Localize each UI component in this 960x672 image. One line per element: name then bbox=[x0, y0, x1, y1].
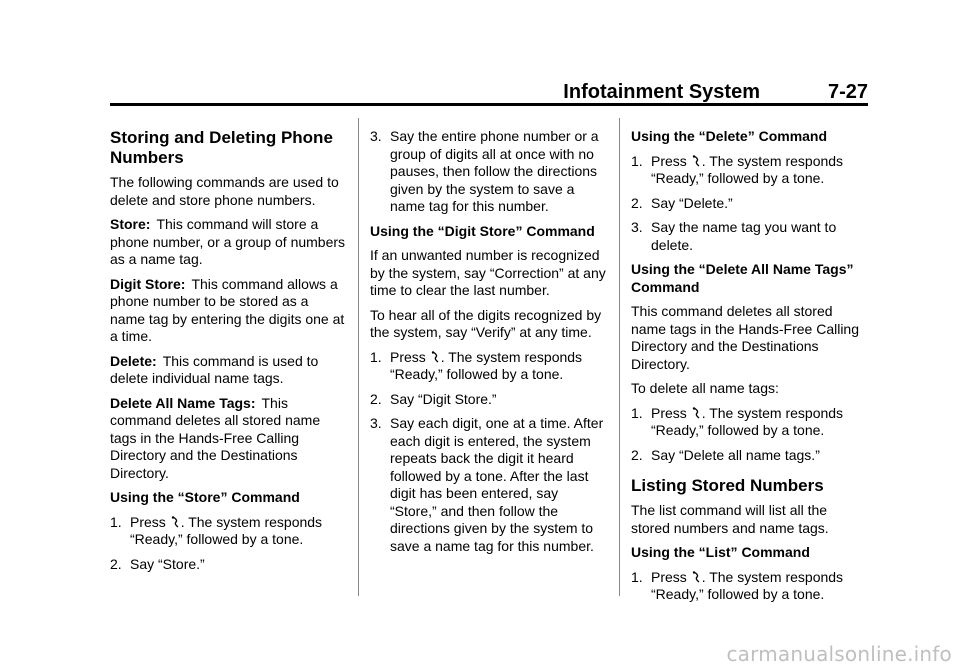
step-text bbox=[390, 349, 608, 384]
definition-delete-all bbox=[110, 395, 346, 483]
step-text bbox=[651, 569, 868, 604]
push-to-talk-icon bbox=[692, 407, 701, 419]
column-1 bbox=[110, 118, 346, 580]
step-text: Say “Store.” bbox=[130, 555, 205, 572]
intro-paragraph: The following commands are used to delete and store phone numbers. bbox=[110, 174, 339, 208]
subheading-delete-all: Using the “Delete All Name Tags” Command bbox=[631, 261, 854, 295]
paragraph: To delete all name tags: bbox=[631, 380, 779, 396]
step-number: 3. bbox=[631, 219, 643, 235]
step-number: 2. bbox=[631, 446, 643, 463]
definition-store bbox=[110, 216, 346, 269]
column-divider bbox=[619, 118, 620, 596]
header-rule bbox=[110, 103, 868, 106]
step-text-pre: Press bbox=[390, 348, 426, 365]
section-heading: Listing Stored Numbers bbox=[631, 476, 824, 495]
step-text: Say “Delete all name tags.” bbox=[651, 446, 820, 463]
step-text-post: . The system responds “Ready,” followed by a tone. bbox=[651, 568, 844, 602]
paragraph: The list command will list all the stored numbers and name tags. bbox=[631, 502, 829, 536]
push-to-talk-icon bbox=[692, 571, 701, 583]
step-text: Say “Delete.” bbox=[651, 194, 733, 211]
definition-text: This command will store a phone number, or a group of numbers as a name tag. bbox=[110, 216, 346, 267]
step-number: 2. bbox=[110, 555, 122, 572]
step bbox=[370, 128, 608, 216]
watermark: carmanualsonline.info bbox=[726, 642, 952, 666]
subheading-delete: Using the “Delete” Command bbox=[631, 128, 828, 144]
column-2 bbox=[370, 118, 608, 562]
step-number: 1. bbox=[631, 404, 643, 421]
step-text-pre: Press bbox=[651, 568, 687, 585]
step-text-pre: Press bbox=[130, 513, 166, 530]
definition-digit-store bbox=[110, 276, 346, 346]
step bbox=[631, 219, 868, 254]
step-number: 1. bbox=[631, 152, 643, 169]
term: Delete All Name Tags: bbox=[110, 394, 256, 411]
definition-text: This command is used to delete individual name tags. bbox=[110, 352, 319, 386]
page-header bbox=[110, 80, 868, 104]
step-text: Say the entire phone number or a group of digits all at once with no pauses, then follow the directions given by the system to save a name tag for this number. bbox=[390, 128, 599, 214]
paragraph: This command deletes all stored name tags in the Hands-Free Calling Directory and the Destinations Directory. bbox=[631, 303, 860, 372]
step-number: 1. bbox=[631, 568, 643, 585]
push-to-talk-icon bbox=[692, 155, 701, 167]
step-text-post: . The system responds “Ready,” followed by a tone. bbox=[130, 513, 323, 547]
definition-delete bbox=[110, 353, 346, 388]
push-to-talk-icon bbox=[171, 516, 180, 528]
step-number: 2. bbox=[631, 194, 643, 211]
step-number: 1. bbox=[370, 348, 382, 365]
step bbox=[370, 415, 608, 555]
step bbox=[110, 556, 346, 574]
step-text bbox=[651, 405, 868, 440]
step bbox=[631, 153, 868, 188]
step bbox=[110, 514, 346, 549]
step-text-post: . The system responds “Ready,” followed by a tone. bbox=[651, 404, 844, 438]
subheading-store: Using the “Store” Command bbox=[110, 489, 300, 505]
step-text: Say the name tag you want to delete. bbox=[651, 219, 837, 253]
step-text: Say each digit, one at a time. After each digit is entered, the system repeats back the digit it heard followed by a tone. After the last digit has been entered, say “Store,” and then follow the directions given by the system to save a name tag for this number. bbox=[390, 415, 604, 554]
definition-text: This command allows a phone number to be stored as a name tag by entering the digits one at a time. bbox=[110, 275, 345, 344]
subheading-digit-store: Using the “Digit Store” Command bbox=[370, 222, 595, 239]
step-text-pre: Press bbox=[651, 152, 687, 169]
step-text-post: . The system responds “Ready,” followed by a tone. bbox=[390, 348, 583, 382]
subheading-list: Using the “List” Command bbox=[631, 544, 810, 560]
step bbox=[631, 447, 868, 465]
step-text bbox=[130, 514, 346, 549]
term: Store: bbox=[110, 216, 151, 232]
step bbox=[631, 195, 868, 213]
step-text: Say “Digit Store.” bbox=[390, 390, 497, 407]
step-text-pre: Press bbox=[651, 404, 687, 421]
section-heading: Storing and Deleting Phone Numbers bbox=[110, 128, 333, 167]
step-number: 2. bbox=[370, 390, 382, 407]
column-divider bbox=[358, 118, 359, 596]
term: Digit Store: bbox=[110, 275, 186, 292]
step bbox=[631, 569, 868, 604]
step-number: 1. bbox=[110, 513, 122, 530]
column-3 bbox=[631, 118, 868, 611]
paragraph: To hear all of the digits recognized by the system, say “Verify” at any time. bbox=[370, 306, 602, 340]
step-number: 3. bbox=[370, 128, 382, 144]
step bbox=[370, 349, 608, 384]
step-text bbox=[651, 153, 868, 188]
push-to-talk-icon bbox=[431, 351, 440, 363]
term: Delete: bbox=[110, 352, 157, 369]
definition-text: This command deletes all stored name tags in the Hands-Free Calling Directory and the Destinations Directory. bbox=[110, 394, 321, 481]
paragraph: If an unwanted number is recognized by the system, say “Correction” at any time to clear the last number. bbox=[370, 247, 606, 298]
step bbox=[631, 405, 868, 440]
step-text-post: . The system responds “Ready,” followed by a tone. bbox=[651, 152, 844, 186]
section-title: Infotainment System bbox=[563, 81, 760, 103]
step bbox=[370, 391, 608, 409]
page-number: 7-27 bbox=[827, 81, 868, 103]
step-number: 3. bbox=[370, 415, 382, 431]
